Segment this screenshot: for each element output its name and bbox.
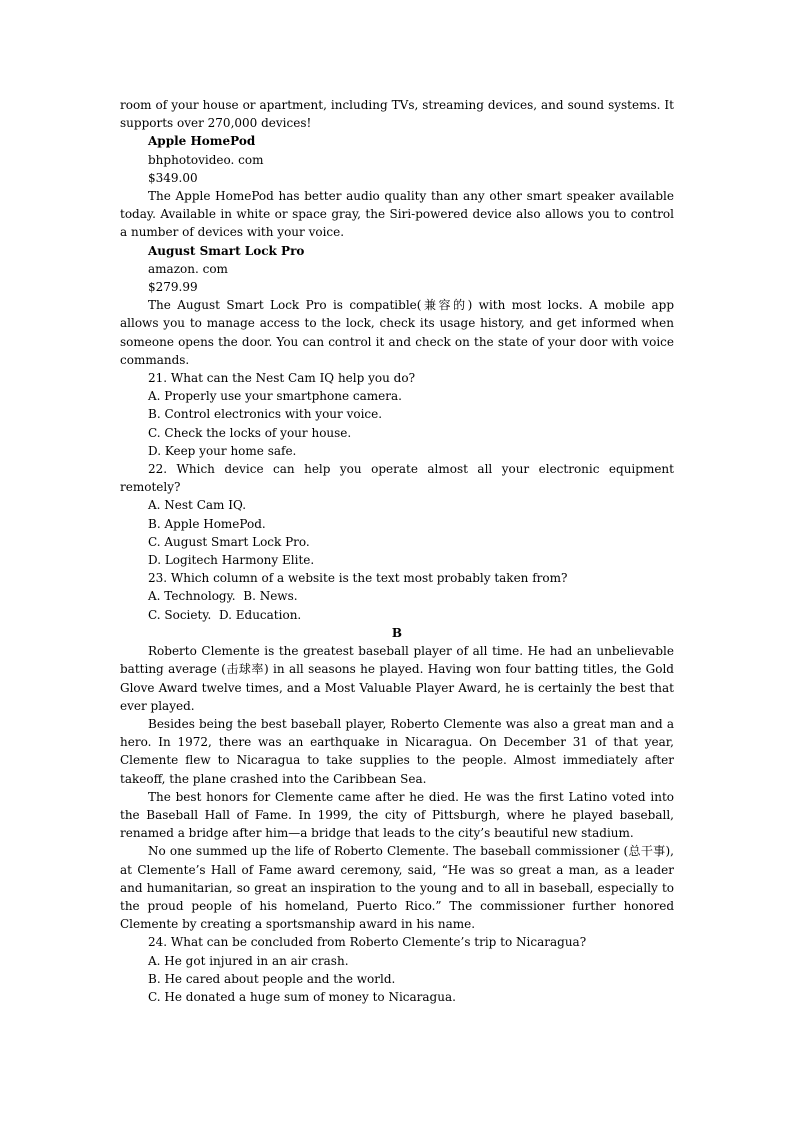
paragraph: The best honors for Clemente came after he died. He was the first Latino voted into the Baseball Hall of Fame. In 1999, the city of Pittsburgh, where he played baseball, renamed a bridge after him—a bridge that leads to the city’s beautiful new stadium.: [120, 789, 674, 841]
option: D. Logitech Harmony Elite.: [148, 553, 315, 568]
product-site: bhphotovideo. com: [148, 152, 264, 167]
document-page: [120, 96, 674, 1006]
question-stem: 22. Which device can help you operate almost all your electronic equipment remotely?: [120, 462, 674, 495]
option: B. He cared about people and the world.: [148, 971, 396, 986]
passage-a-intro: room of your house or apartment, including TVs, streaming devices, and sound systems. It supports over 270,000 devices!: [120, 98, 674, 131]
product-description: The August Smart Lock Pro is compatible(兼容的) with most locks. A mobile app allows you to manage access to the lock, check its usage history, and get informed when someone opens the door. You can control it and check on the state of your door with voice commands.: [120, 298, 674, 367]
product-description: The Apple HomePod has better audio quality than any other smart speaker available today. Available in white or space gray, the Siri-powered device also allows you to control a number of devices with your voice.: [120, 189, 674, 240]
paragraph: Besides being the best baseball player, Roberto Clemente was also a great man and a hero. In 1972, there was an earthquake in Nicaragua. On December 31 of that year, Clemente flew to Nicaragua to take supplies to the people. Almost immediately after takeoff, the plane crashed into the Caribbean Sea.: [120, 716, 674, 786]
paragraph: No one summed up the life of Roberto Clemente. The baseball commissioner (总干事), at Clemente’s Hall of Fame award ceremony, said, “He was so great a man, as a leader and humanitarian, so great an inspiration to the young and to all in baseball, especially to the proud people of his homeland, Puerto Rico.” The commissioner further honored Clemente by creating a sportsmanship award in his name.: [120, 844, 674, 932]
question-stem: 21. What can the Nest Cam IQ help you do?: [148, 371, 416, 386]
option: C. Society. D. Education.: [148, 607, 302, 622]
option: C. August Smart Lock Pro.: [148, 534, 310, 549]
option: A. He got injured in an air crash.: [148, 953, 349, 968]
product-name: August Smart Lock Pro: [148, 243, 305, 258]
product-price: $279.99: [148, 280, 198, 295]
paragraph: Roberto Clemente is the greatest baseball player of all time. He had an unbelievable batting average (击球率) in all seasons he played. Having won four batting titles, the Gold Glove Award twelve times, and a Most Valuable Player Award, he is certainly the best that ever played.: [120, 644, 674, 713]
option: C. Check the locks of your house.: [148, 425, 352, 440]
product-name: Apple HomePod: [148, 134, 256, 149]
option: D. Keep your home safe.: [148, 443, 297, 458]
product-site: amazon. com: [148, 261, 228, 276]
option: B. Control electronics with your voice.: [148, 407, 383, 422]
option: B. Apple HomePod.: [148, 516, 266, 531]
question-stem: 24. What can be concluded from Roberto Clemente’s trip to Nicaragua?: [148, 935, 587, 950]
option: A. Properly use your smartphone camera.: [148, 389, 402, 404]
option: C. He donated a huge sum of money to Nicaragua.: [148, 989, 456, 1004]
question-24: [120, 933, 674, 1006]
question-stem: 23. Which column of a website is the text most probably taken from?: [148, 571, 568, 586]
question-21: [120, 369, 674, 460]
option: A. Technology. B. News.: [148, 589, 298, 604]
product-price: $349.00: [148, 170, 198, 185]
product-apple-homepod: [120, 132, 674, 241]
product-august-smart-lock: [120, 242, 674, 369]
option: A. Nest Cam IQ.: [148, 498, 247, 513]
question-22: [120, 460, 674, 569]
passage-b: [120, 642, 674, 933]
section-b-heading: B: [391, 625, 403, 640]
question-23: [120, 569, 674, 624]
